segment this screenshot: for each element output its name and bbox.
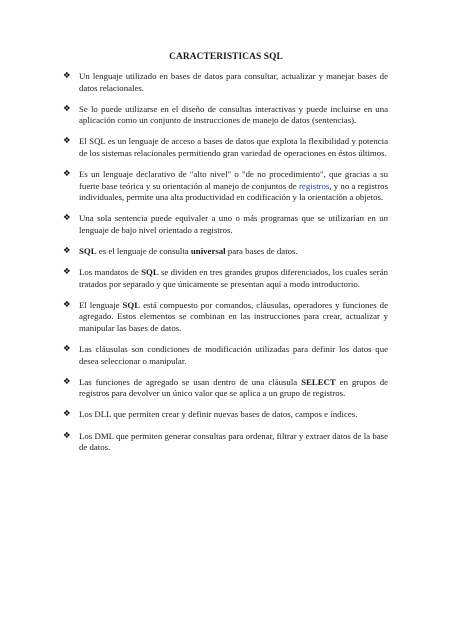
item-text: en grupos de registros para devolver un único valor que se aplica a un grupo de registros.: [79, 376, 388, 399]
four-diamond-bullet-icon: ❖: [63, 376, 71, 387]
bold-term: SQL: [141, 267, 159, 278]
four-diamond-bullet-icon: ❖: [63, 246, 71, 257]
item-text: Una sola sentencia puede equivaler a uno o más programas que se utilizarían en un lenguaje de bajo nivel orientado a registros.: [79, 213, 388, 235]
four-diamond-bullet-icon: ❖: [63, 103, 71, 114]
four-diamond-bullet-icon: ❖: [63, 299, 71, 310]
item-text: Los DLL que permiten crear y definir nuevas bases de datos, campos e índices.: [79, 409, 358, 420]
bold-term: universal: [190, 246, 226, 257]
list-item: [63, 71, 388, 94]
bold-term: SQL: [79, 246, 97, 257]
item-text: Un lenguaje utilizado en bases de datos para consultar, actualizar y manejar bases de datos relacionales.: [79, 71, 388, 93]
bullet-list: [63, 71, 388, 463]
list-item: [63, 300, 388, 335]
page-title: CARACTERISTICAS SQL: [169, 52, 283, 62]
item-text: para bases de datos.: [225, 246, 298, 257]
list-item: [63, 431, 388, 454]
item-text: Los mandatos de: [79, 267, 142, 278]
four-diamond-bullet-icon: ❖: [63, 169, 71, 180]
item-text: es el lenguaje de consulta: [96, 246, 191, 257]
item-text: se dividen en tres grandes grupos diferenciados, los cuales serán tratados por separado y que únicamente se presentan aquí a modo introductorio.: [79, 267, 389, 289]
item-text: está compuesto por comandos, cláusulas, operadores y funciones de agregado. Estos elementos se combinan en las instrucciones para crear, actualizar y manipular las bases de datos.: [79, 299, 388, 333]
list-item: [63, 213, 388, 236]
item-text: Los DML que permiten generar consultas para ordenar, filtrar y extraer datos de la base de datos.: [79, 430, 388, 453]
four-diamond-bullet-icon: ❖: [63, 344, 71, 355]
four-diamond-bullet-icon: ❖: [63, 136, 71, 147]
item-text: Las cláusulas son condiciones de modificación utilizadas para definir los datos que desea seleccionar o manipular.: [79, 344, 388, 366]
four-diamond-bullet-icon: ❖: [63, 267, 71, 278]
four-diamond-bullet-icon: ❖: [63, 71, 71, 81]
registros-link[interactable]: registros: [298, 180, 330, 191]
bold-term: SELECT: [301, 376, 336, 387]
list-item: [63, 169, 388, 204]
item-text: Es un lenguaje declarativo de "alto nivel" o "de no procedimiento", que gracias a su fuerte base teórica y su orientación al manejo de conjuntos de: [79, 169, 388, 191]
bold-term: SQL: [122, 299, 141, 310]
list-item: [63, 246, 388, 258]
item-text: El lenguaje: [79, 299, 123, 310]
four-diamond-bullet-icon: ❖: [63, 430, 71, 441]
item-text: Las funciones de agregado se usan dentro de una cláusula: [79, 376, 302, 387]
item-text: El SQL es un lenguaje de acceso a bases de datos que explota la flexibilidad y potencia de los sistemas relacionales permitiendo gran variedad de operaciones en éstos últimos.: [79, 136, 388, 158]
list-item: [63, 267, 388, 290]
item-text: Se lo puede utilizarse en el diseño de consultas interactivas y puede incluirse en una aplicación como un conjunto de instrucciones de manejo de datos (sentencias).: [79, 103, 388, 126]
list-item: [63, 409, 388, 421]
list-item: [63, 136, 388, 159]
four-diamond-bullet-icon: ❖: [63, 213, 71, 224]
item-text: , y no a registros individuales, permite una alta productividad en codificación y la orientación a objetos.: [79, 180, 388, 203]
list-item: [63, 104, 388, 127]
list-item: [63, 377, 388, 400]
four-diamond-bullet-icon: ❖: [63, 409, 71, 420]
list-item: [63, 344, 388, 367]
